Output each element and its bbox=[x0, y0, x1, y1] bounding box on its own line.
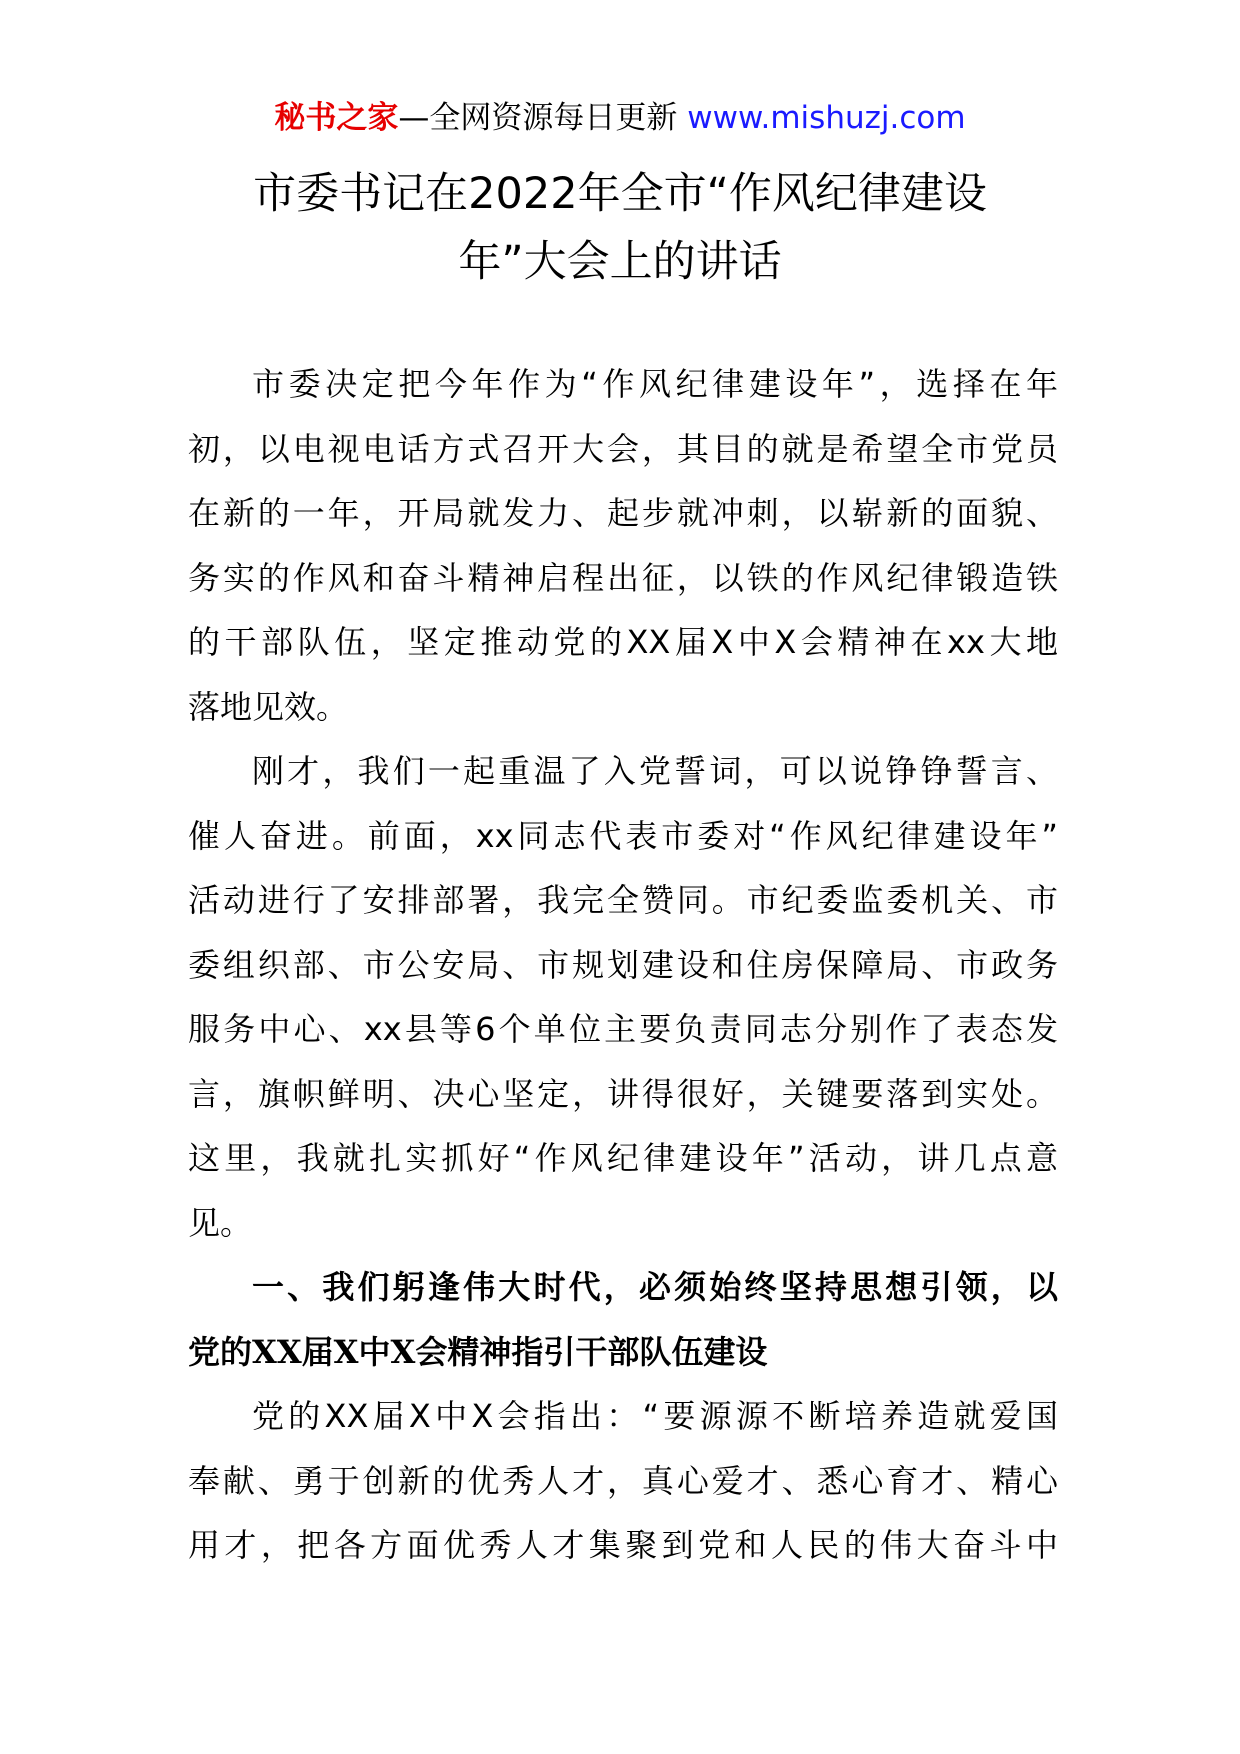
text-line: 奉献、勇于创新的优秀人才，真心爱才、悉心育才、精心 bbox=[188, 1461, 1058, 1500]
text-line: 服务中心、xx县等6个单位主要负责同志分别作了表态发 bbox=[188, 1010, 1058, 1048]
site-header bbox=[0, 96, 1240, 140]
text-line: 初，以电视电话方式召开大会，其目的就是希望全市党员 bbox=[188, 429, 1058, 468]
site-url: www.mishuzj.com bbox=[687, 100, 966, 136]
section-heading-1 bbox=[188, 1255, 1058, 1384]
paragraph-3 bbox=[188, 1384, 1058, 1578]
heading-line: 一、我们躬逢伟大时代，必须始终坚持思想引领，以 bbox=[252, 1268, 1058, 1306]
text-line: 党的XX届X中X会指出：“要源源不断培养造就爱国 bbox=[252, 1397, 1058, 1435]
text-line: 言，旗帜鲜明、决心坚定，讲得很好，关键要落到实处。 bbox=[188, 1074, 1058, 1113]
text-line: 落地见效。 bbox=[188, 687, 349, 726]
title-line-2: 年”大会上的讲话 bbox=[458, 237, 782, 287]
paragraph-2 bbox=[188, 739, 1058, 1255]
text-line: 刚才，我们一起重温了入党誓词，可以说铮铮誓言、 bbox=[252, 752, 1058, 790]
title-line-1: 市委书记在2022年全市“作风纪律建设 bbox=[253, 169, 987, 219]
document-body bbox=[188, 352, 1058, 1578]
heading-line: 党的XX届X中X会精神指引干部队伍建设 bbox=[188, 1332, 768, 1371]
text-line: 活动进行了安排部署，我完全赞同。市纪委监委机关、市 bbox=[188, 881, 1058, 919]
document-title bbox=[150, 160, 1090, 296]
text-line: 市委决定把今年作为“作风纪律建设年”，选择在年 bbox=[252, 365, 1058, 403]
text-line: 催人奋进。前面，xx同志代表市委对“作风纪律建设年” bbox=[188, 816, 1058, 855]
text-line: 委组织部、市公安局、市规划建设和住房保障局、市政务 bbox=[188, 945, 1058, 984]
brand-name: 秘书之家 bbox=[274, 100, 399, 136]
text-line: 在新的一年，开局就发力、起步就冲刺，以崭新的面貌、 bbox=[188, 494, 1058, 532]
header-tagline: —全网资源每日更新 bbox=[398, 100, 688, 136]
text-line: 见。 bbox=[188, 1203, 253, 1242]
text-line: 这里，我就扎实抓好“作风纪律建设年”活动，讲几点意 bbox=[188, 1139, 1058, 1177]
text-line: 务实的作风和奋斗精神启程出征，以铁的作风纪律锻造铁 bbox=[188, 558, 1058, 597]
text-line: 用才，把各方面优秀人才集聚到党和人民的伟大奋斗中 bbox=[188, 1526, 1058, 1564]
paragraph-1 bbox=[188, 352, 1058, 739]
text-line: 的干部队伍，坚定推动党的XX届X中X会精神在xx大地 bbox=[188, 623, 1058, 661]
